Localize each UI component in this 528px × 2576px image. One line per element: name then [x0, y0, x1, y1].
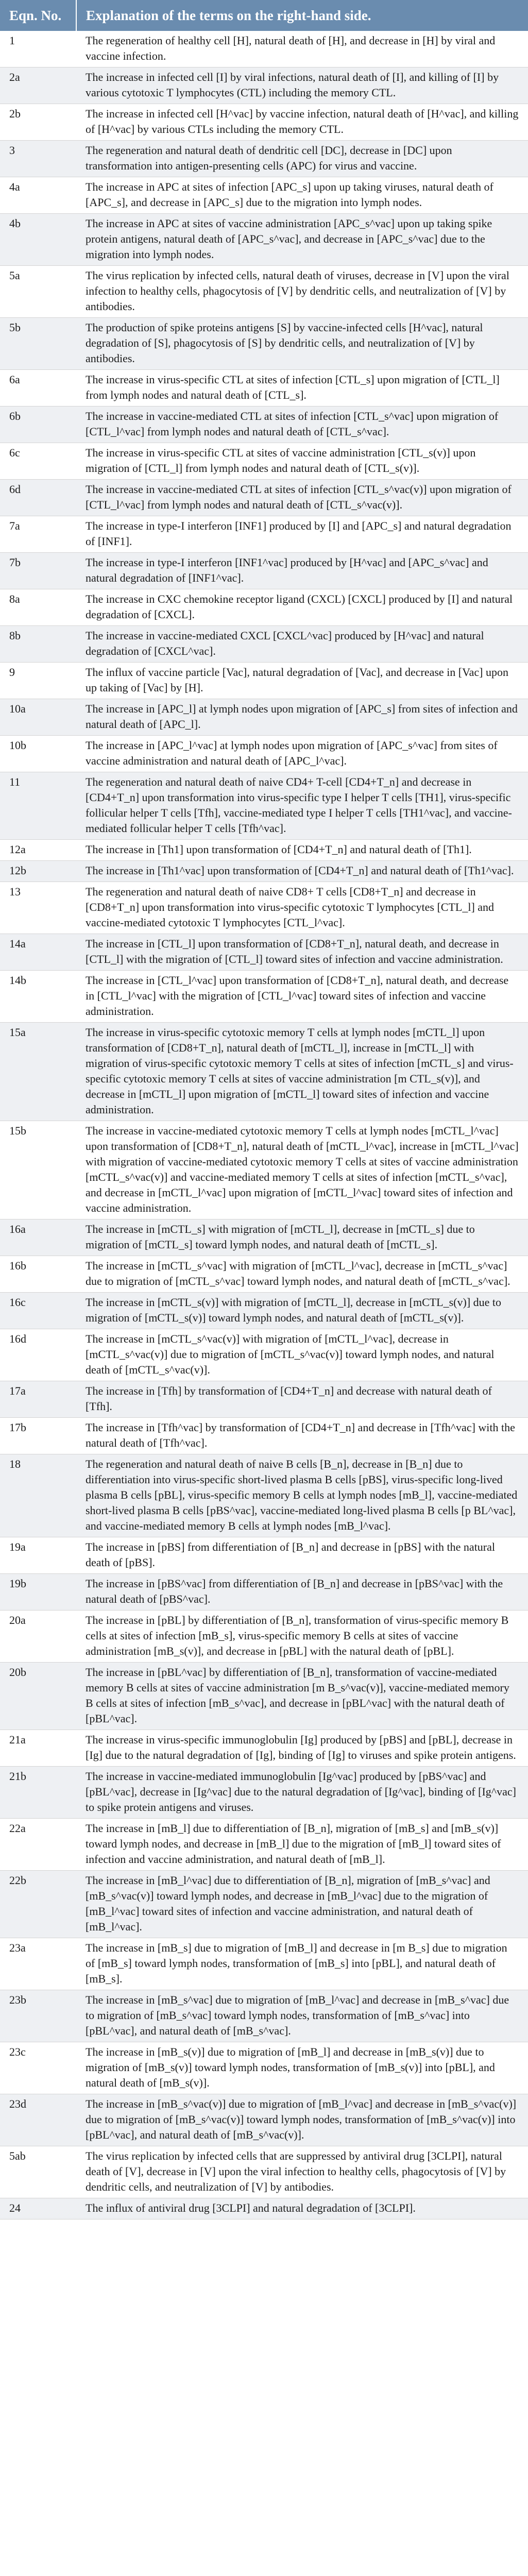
- equation-number: 14a: [0, 934, 76, 971]
- table-row: [0, 934, 528, 971]
- table-row: [0, 406, 528, 443]
- table-header: [0, 0, 528, 31]
- equation-number: 7a: [0, 516, 76, 553]
- table-row: [0, 971, 528, 1023]
- equation-number: 6d: [0, 480, 76, 516]
- equation-number: 5b: [0, 318, 76, 370]
- equation-explanation: The influx of antiviral drug [3CLPI] and natural degradation of [3CLPI].: [76, 2198, 528, 2219]
- table-row: [0, 2042, 528, 2094]
- equation-number: 16d: [0, 1329, 76, 1381]
- table-row: [0, 370, 528, 406]
- equation-explanation: The regeneration and natural death of naive CD4+ T-cell [CD4+T_n] and decrease in [CD4+T_n] upon transformation into virus-specific type I helper T cells [TH1], virus-specific follicular helper T cells [Tfh], vaccine-mediated type I helper T cells [TH1^vac], and vaccine-mediated follicular helper T cells [Tfh^vac].: [76, 772, 528, 840]
- equation-explanation: The increase in [pBS^vac] from differentiation of [B_n] and decrease in [pBS^vac] with the natural death of [pBS^vac].: [76, 1574, 528, 1611]
- equation-number: 22b: [0, 1871, 76, 1938]
- equation-explanation: The increase in infected cell [H^vac] by vaccine infection, natural death of [H^vac], and killing of [H^vac] by various CTLs including the memory CTL.: [76, 104, 528, 141]
- table-row: [0, 882, 528, 934]
- equation-number: 23a: [0, 1938, 76, 1990]
- equation-explanation: The increase in virus-specific CTL at sites of infection [CTL_s] upon migration of [CTL_l] from lymph nodes and natural death of [CTL_s].: [76, 370, 528, 406]
- table-row: [0, 1767, 528, 1819]
- equation-explanation: The production of spike proteins antigens [S] by vaccine-infected cells [H^vac], natural degradation of [S], phagocytosis of [S] by dendritic cells, and neutralization of [V] by antibodies.: [76, 318, 528, 370]
- equation-number: 2b: [0, 104, 76, 141]
- table-row: [0, 1938, 528, 1990]
- equation-explanation: The increase in virus-specific CTL at sites of vaccine administration [CTL_s(v)] upon migration of [CTL_l] from lymph nodes and natural death of [CTL_s(v)].: [76, 443, 528, 480]
- equation-number: 6b: [0, 406, 76, 443]
- equation-explanation: The increase in APC at sites of vaccine administration [APC_s^vac] upon up taking spike protein antigens, natural death of [APC_s^vac], and decrease in [APC_s^vac] due to the migration into lymph nodes.: [76, 214, 528, 266]
- equation-explanation: The increase in [mB_s^vac] due to migration of [mB_l^vac] and decrease in [mB_s^vac] due to migration of [mB_s^vac] toward lymph nodes, transformation of [mB_s^vac] into [pBL^vac], and natural death of [mB_s^vac].: [76, 1990, 528, 2042]
- equation-number: 16a: [0, 1219, 76, 1256]
- table-row: [0, 1537, 528, 1574]
- equation-number: 23d: [0, 2094, 76, 2146]
- table-row: [0, 1418, 528, 1454]
- equation-number: 15a: [0, 1023, 76, 1121]
- table-row: [0, 1611, 528, 1663]
- table-row: [0, 318, 528, 370]
- equation-explanation: The increase in vaccine-mediated immunoglobulin [Ig^vac] produced by [pBS^vac] and [pBL^vac], decrease in [Ig^vac] due to the natural degradation of [Ig^vac], binding of [Ig^vac] to spike protein antigens and viruses.: [76, 1767, 528, 1819]
- table-row: [0, 1574, 528, 1611]
- table-row: [0, 177, 528, 214]
- equation-number: 23b: [0, 1990, 76, 2042]
- equation-explanation: The increase in [mCTL_s^vac] with migration of [mCTL_l^vac], decrease in [mCTL_s^vac] due to migration of [mCTL_s^vac] toward lymph nodes, and natural death of [mCTL_s^vac].: [76, 1256, 528, 1293]
- equation-number: 4b: [0, 214, 76, 266]
- table-row: [0, 626, 528, 663]
- equation-number: 10b: [0, 736, 76, 772]
- equation-number: 2a: [0, 67, 76, 104]
- table-row: [0, 663, 528, 699]
- equation-number: 16c: [0, 1293, 76, 1329]
- table-row: [0, 1381, 528, 1418]
- table-row: [0, 1871, 528, 1938]
- equation-explanation: The increase in CXC chemokine receptor ligand (CXCL) [CXCL] produced by [I] and natural degradation of [CXCL].: [76, 589, 528, 626]
- table-row: [0, 1256, 528, 1293]
- equation-explanation: The increase in [Tfh^vac] by transformation of [CD4+T_n] and decrease in [Tfh^vac] with the natural death of [Tfh^vac].: [76, 1418, 528, 1454]
- equation-number: 24: [0, 2198, 76, 2219]
- equation-explanation: The increase in infected cell [I] by viral infections, natural death of [I], and killing of [I] by various cytotoxic T lymphocytes (CTL) including the memory CTL.: [76, 67, 528, 104]
- equation-number: 14b: [0, 971, 76, 1023]
- table-row: [0, 861, 528, 882]
- table-row: [0, 1219, 528, 1256]
- header-eqn-no: Eqn. No.: [0, 0, 76, 31]
- table-row: [0, 67, 528, 104]
- equation-explanation: The increase in vaccine-mediated CTL at sites of infection [CTL_s^vac(v)] upon migration of [CTL_l^vac] from lymph nodes and natural death of [CTL_s^vac(v)].: [76, 480, 528, 516]
- equation-number: 8b: [0, 626, 76, 663]
- table-row: [0, 1730, 528, 1767]
- equation-number: 4a: [0, 177, 76, 214]
- table-row: [0, 266, 528, 318]
- equation-explanation: The increase in type-I interferon [INF1] produced by [I] and [APC_s] and natural degradation of [INF1].: [76, 516, 528, 553]
- equation-explanation: The increase in [pBL^vac] by differentiation of [B_n], transformation of vaccine-mediated memory B cells at sites of vaccine administration [m B_s^vac(v)], vaccine-mediated memory B cells at sites of infection [mB_s^vac], and decrease in [pBL^vac] with the natural death of [pBL^vac].: [76, 1663, 528, 1730]
- equation-number: 1: [0, 31, 76, 67]
- equation-number: 6a: [0, 370, 76, 406]
- equation-explanation: The virus replication by infected cells, natural death of viruses, decrease in [V] upon the viral infection to healthy cells, phagocytosis of [V] by dendritic cells, and neutralization of [V] by antibodies.: [76, 266, 528, 318]
- equation-explanation: The regeneration and natural death of naive B cells [B_n], decrease in [B_n] due to differentiation into virus-specific short-lived plasma B cells [pBS], virus-specific long-lived plasma B cells [pBL], virus-specific memory B cells at lymph nodes [mB_l], vaccine-mediated short-lived plasma B cells [pBS^vac], vaccine-mediated long-lived plasma B cells [p BL^vac], and vaccine-mediated memory B cells at lymph nodes [mB_l^vac].: [76, 1454, 528, 1537]
- equation-explanation: The increase in [Tfh] by transformation of [CD4+T_n] and decrease with natural death of [Tfh].: [76, 1381, 528, 1418]
- equation-explanation: The increase in [mB_l^vac] due to differentiation of [B_n], migration of [mB_s^vac] and [mB_s^vac(v)] toward lymph nodes, and decrease in [mB_l^vac] due to the migration of [mB_l^vac] toward sites of infection and vaccine administration, and natural death of [mB_l^vac].: [76, 1871, 528, 1938]
- equation-number: 21b: [0, 1767, 76, 1819]
- equation-explanation: The regeneration and natural death of naive CD8+ T cells [CD8+T_n] and decrease in [CD8+T_n] upon transformation into virus-specific cytotoxic T lymphocytes [CTL_l] and vaccine-mediated cytotoxic T lymphocytes [CTL_l^vac].: [76, 882, 528, 934]
- equation-explanation: The influx of vaccine particle [Vac], natural degradation of [Vac], and decrease in [Vac] upon up taking of [Vac] by [H].: [76, 663, 528, 699]
- equation-number: 19b: [0, 1574, 76, 1611]
- table-row: [0, 1023, 528, 1121]
- equation-number: 17b: [0, 1418, 76, 1454]
- equation-number: 10a: [0, 699, 76, 736]
- header-row: [0, 0, 528, 31]
- equation-number: 12b: [0, 861, 76, 882]
- equation-number: 12a: [0, 840, 76, 861]
- table-row: [0, 1454, 528, 1537]
- equation-explanation: The increase in [APC_l^vac] at lymph nodes upon migration of [APC_s^vac] from sites of vaccine administration and natural death of [APC_l^vac].: [76, 736, 528, 772]
- equation-explanation: The increase in [mCTL_s^vac(v)] with migration of [mCTL_l^vac], decrease in [mCTL_s^vac(v)] due to migration of [mCTL_s^vac(v)] toward lymph nodes, and natural death of [mCTL_s^vac(v)].: [76, 1329, 528, 1381]
- equation-number: 23c: [0, 2042, 76, 2094]
- equation-number: 5a: [0, 266, 76, 318]
- equation-number: 13: [0, 882, 76, 934]
- equation-explanation: The increase in vaccine-mediated CTL at sites of infection [CTL_s^vac] upon migration of [CTL_l^vac] from lymph nodes and natural death of [CTL_s^vac].: [76, 406, 528, 443]
- equation-number: 20a: [0, 1611, 76, 1663]
- table-body: [0, 31, 528, 2219]
- table-row: [0, 516, 528, 553]
- table-row: [0, 589, 528, 626]
- table-row: [0, 772, 528, 840]
- table-row: [0, 214, 528, 266]
- equation-explanation: The increase in [mB_s^vac(v)] due to migration of [mB_l^vac] and decrease in [mB_s^vac(v)] due to migration of [mB_s^vac(v)] toward lymph nodes, transformation of [mB_s^vac(v)] into [pBL^vac], and natural death of [mB_s^vac(v)].: [76, 2094, 528, 2146]
- equation-explanation: The increase in [CTL_l] upon transformation of [CD8+T_n], natural death, and decrease in [CTL_l] with the migration of [CTL_l] toward sites of infection and vaccine administration.: [76, 934, 528, 971]
- equation-explanation: The increase in APC at sites of infection [APC_s] upon up taking viruses, natural death of [APC_s], and decrease in [APC_s] due to the migration into lymph nodes.: [76, 177, 528, 214]
- equation-number: 19a: [0, 1537, 76, 1574]
- equation-explanation: The increase in vaccine-mediated CXCL [CXCL^vac] produced by [H^vac] and natural degradation of [CXCL^vac].: [76, 626, 528, 663]
- equation-explanation: The increase in [pBL] by differentiation of [B_n], transformation of virus-specific memory B cells at sites of infection [mB_s], virus-specific memory B cells at sites of vaccine administration [mB_s(v)], and decrease in [pBL] with the natural death of [pBL].: [76, 1611, 528, 1663]
- equation-explanation: The increase in vaccine-mediated cytotoxic memory T cells at lymph nodes [mCTL_l^vac] upon transformation of [CD8+T_n], natural death of [mCTL_l^vac], increase in [mCTL_l^vac] with migration of vaccine-mediated cytotoxic memory T cells at sites of vaccine administration [mCTL_s^vac(v)] and vaccine-mediated memory T cells at sites of infection [mCTL_s^vac], and decrease in [mCTL_l^vac] upon migration of [mCTL_l^vac] toward sites of infection and vaccine administration.: [76, 1121, 528, 1219]
- table-row: [0, 1663, 528, 1730]
- table-row: [0, 104, 528, 141]
- table-row: [0, 1121, 528, 1219]
- table-row: [0, 699, 528, 736]
- equation-explanation: The increase in [mB_s(v)] due to migration of [mB_l] and decrease in [mB_s(v)] due to migration of [mB_s(v)] toward lymph nodes, transformation of [mB_s(v)] into [pBL], and natural death of [mB_s(v)].: [76, 2042, 528, 2094]
- equation-number: 9: [0, 663, 76, 699]
- table-row: [0, 553, 528, 589]
- table-row: [0, 1293, 528, 1329]
- table-row: [0, 1819, 528, 1871]
- table-row: [0, 141, 528, 177]
- equation-explanation: The increase in [mB_l] due to differentiation of [B_n], migration of [mB_s] and [mB_s(v)] toward lymph nodes, and decrease in [mB_l] due to the migration of [mB_l] toward sites of infection and vaccine administration, and natural death of [mB_l].: [76, 1819, 528, 1871]
- equation-explanation: The regeneration and natural death of dendritic cell [DC], decrease in [DC] upon transformation into antigen-presenting cells (APC) for virus and vaccine.: [76, 141, 528, 177]
- table-row: [0, 736, 528, 772]
- equation-explanation: The increase in [CTL_l^vac] upon transformation of [CD8+T_n], natural death, and decrease in [CTL_l^vac] with the migration of [CTL_l^vac] toward sites of infection and vaccine administration.: [76, 971, 528, 1023]
- equation-explanation: The virus replication by infected cells that are suppressed by antiviral drug [3CLPI], natural death of [V], decrease in [V] upon the viral infection to healthy cells, phagocytosis of [V] by dendritic cells, and neutralization of [V] by antibodies.: [76, 2146, 528, 2198]
- table-row: [0, 1990, 528, 2042]
- equation-number: 21a: [0, 1730, 76, 1767]
- header-explanation: Explanation of the terms on the right-hand side.: [76, 0, 528, 31]
- table-row: [0, 31, 528, 67]
- equation-explanation: The regeneration of healthy cell [H], natural death of [H], and decrease in [H] by viral and vaccine infection.: [76, 31, 528, 67]
- equation-number: 17a: [0, 1381, 76, 1418]
- table-row: [0, 443, 528, 480]
- equation-number: 7b: [0, 553, 76, 589]
- equation-number: 22a: [0, 1819, 76, 1871]
- equation-number: 11: [0, 772, 76, 840]
- equation-explanation: The increase in [mB_s] due to migration of [mB_l] and decrease in [m B_s] due to migration of [mB_s] toward lymph nodes, transformation of [mB_s] into [pBL], and natural death of [mB_s].: [76, 1938, 528, 1990]
- equation-number: 8a: [0, 589, 76, 626]
- table-row: [0, 2198, 528, 2219]
- equation-explanation: The increase in [APC_l] at lymph nodes upon migration of [APC_s] from sites of infection and natural death of [APC_l].: [76, 699, 528, 736]
- equation-number: 6c: [0, 443, 76, 480]
- equation-explanation: The increase in [mCTL_s] with migration of [mCTL_l], decrease in [mCTL_s] due to migration of [mCTL_s] toward lymph nodes, and natural death of [mCTL_s].: [76, 1219, 528, 1256]
- equation-number: 15b: [0, 1121, 76, 1219]
- equation-explanation: The increase in [mCTL_s(v)] with migration of [mCTL_l], decrease in [mCTL_s(v)] due to migration of [mCTL_s(v)] toward lymph nodes, and natural death of [mCTL_s(v)].: [76, 1293, 528, 1329]
- equation-number: 20b: [0, 1663, 76, 1730]
- equation-number: 16b: [0, 1256, 76, 1293]
- equation-explanation: The increase in [Th1^vac] upon transformation of [CD4+T_n] and natural death of [Th1^vac].: [76, 861, 528, 882]
- equation-explanation: The increase in type-I interferon [INF1^vac] produced by [H^vac] and [APC_s^vac] and natural degradation of [INF1^vac].: [76, 553, 528, 589]
- equation-explanation: The increase in [Th1] upon transformation of [CD4+T_n] and natural death of [Th1].: [76, 840, 528, 861]
- table-row: [0, 1329, 528, 1381]
- table-row: [0, 480, 528, 516]
- table-row: [0, 840, 528, 861]
- table-row: [0, 2094, 528, 2146]
- equation-explanation: The increase in virus-specific cytotoxic memory T cells at lymph nodes [mCTL_l] upon transformation of [CD8+T_n], natural death of [mCTL_l], increase in [mCTL_l] with migration of virus-specific cytotoxic memory T cells at sites of infection [mCTL_s] and virus-specific cytotoxic memory T cells at sites of vaccine administration [m CTL_s(v)], and decrease in [mCTL_l] upon migration of [mCTL_l] toward sites of infection and vaccine administration.: [76, 1023, 528, 1121]
- equation-number: 5ab: [0, 2146, 76, 2198]
- equation-number: 3: [0, 141, 76, 177]
- equation-number: 18: [0, 1454, 76, 1537]
- table-row: [0, 2146, 528, 2198]
- equation-explanation: The increase in [pBS] from differentiation of [B_n] and decrease in [pBS] with the natural death of [pBS].: [76, 1537, 528, 1574]
- equation-explanation: The increase in virus-specific immunoglobulin [Ig] produced by [pBS] and [pBL], decrease in [Ig] due to the natural degradation of [Ig], binding of [Ig] to viruses and spike protein antigens.: [76, 1730, 528, 1767]
